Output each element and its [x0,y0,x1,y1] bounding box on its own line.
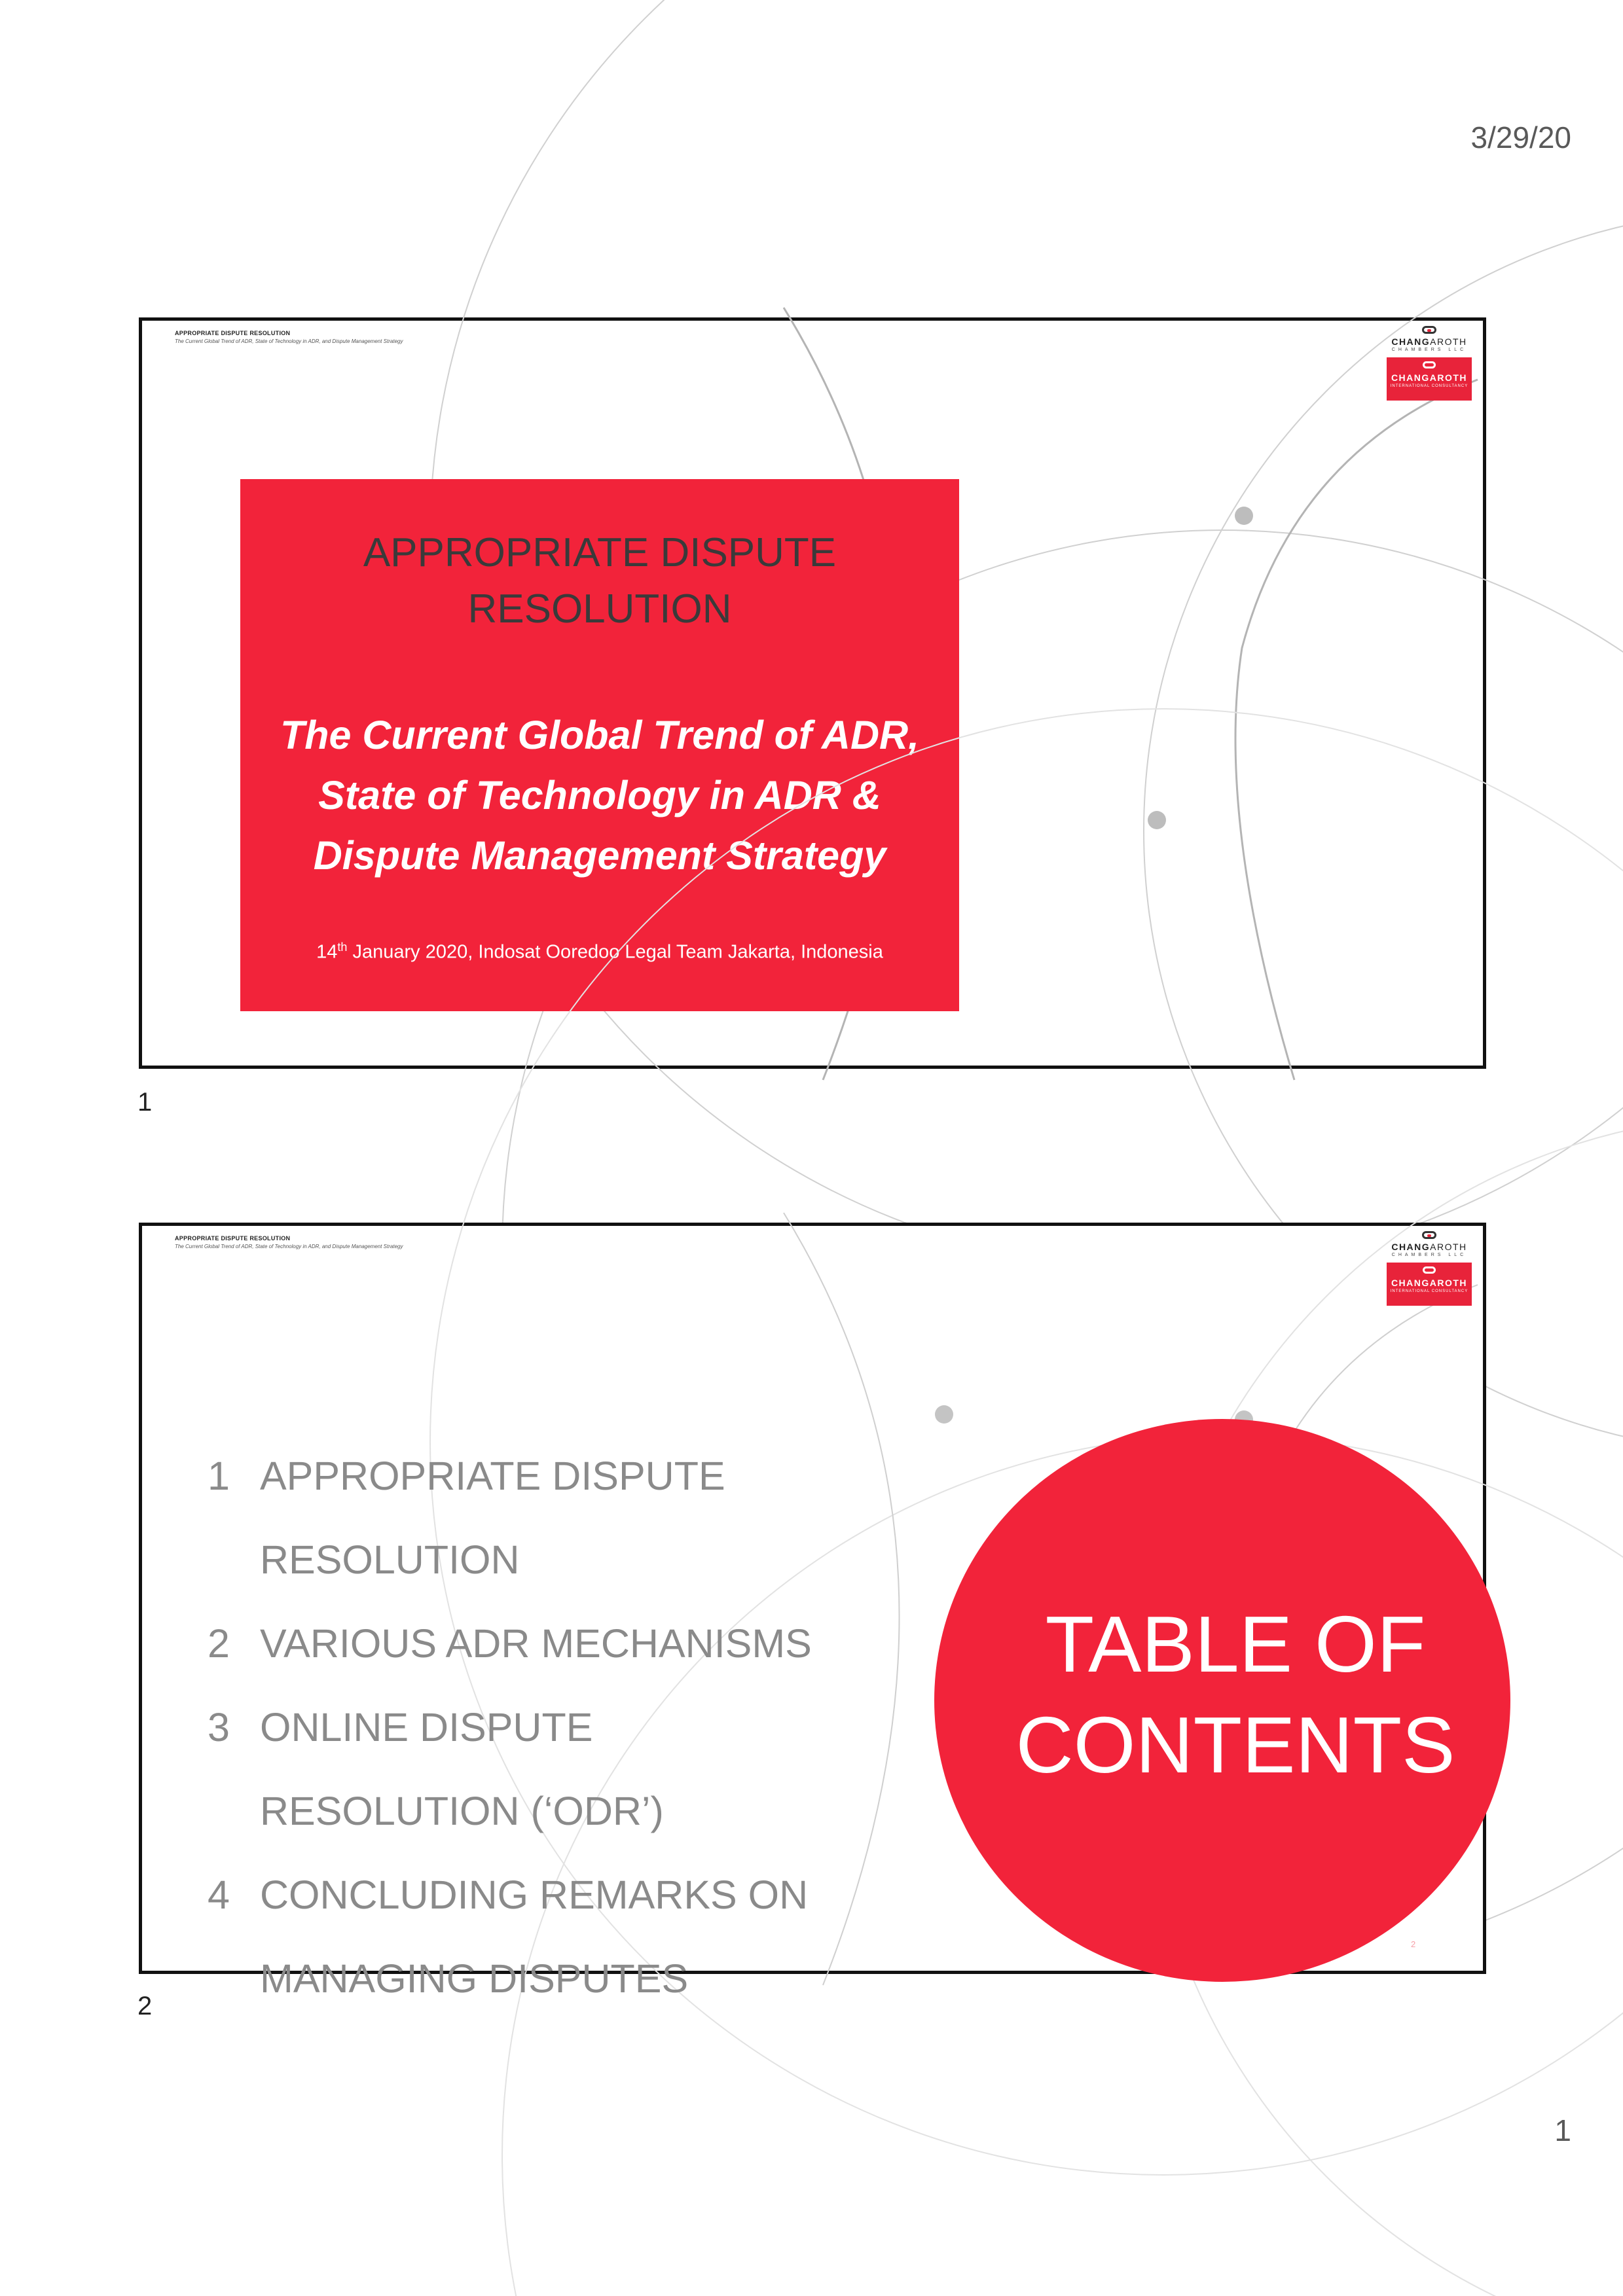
event-day: 14 [316,941,338,963]
toc-item-label: ONLINE DISPUTE RESOLUTION (‘ODR’) [260,1705,664,1833]
logo-mark-icon [1422,326,1436,334]
logo-name-bold: CHANG [1391,1242,1431,1252]
decor-dot [1235,507,1253,525]
toc-item-label: CONCLUDING REMARKS ON MANAGING DISPUTES [260,1873,809,2001]
logo-box-name: CHANGAROTH [1391,1278,1468,1288]
toc-item-number: 2 [208,1621,230,1666]
logo-mark-icon [1423,1266,1436,1274]
title-box [240,479,959,1011]
slide-header [175,330,403,344]
logo-box-tagline: INTERNATIONAL CONSULTANCY [1390,1289,1468,1293]
page-date: 3/29/20 [1470,120,1571,154]
logo-box-name: CHANGAROTH [1391,372,1468,383]
slide-2 [139,1223,1486,2001]
toc-item-label: APPROPRIATE DISPUTE RESOLUTION [260,1454,725,1582]
changaroth-logo [1385,1231,1474,1306]
slide-subtitle: The Current Global Trend of ADR, State of Technology in ADR & Dispute Management Strategy [280,713,920,878]
toc-item [208,1434,980,1602]
logo-box [1387,357,1472,401]
logo-box-tagline: INTERNATIONAL CONSULTANCY [1390,384,1468,388]
toc-item [208,1602,980,1685]
toc-item-number: 3 [208,1705,230,1749]
slide-header [175,1235,403,1249]
header-title: APPROPRIATE DISPUTE RESOLUTION [175,330,291,336]
header-subtitle: The Current Global Trend of ADR, State of Technology in ADR, and Dispute Management Strategy [175,338,403,344]
toc-item [208,1853,980,2020]
decor-dot [935,1405,953,1424]
event-info [240,941,959,963]
toc-item-number: 1 [208,1454,230,1498]
toc-item [208,1685,980,1853]
logo-tagline: CHAMBERS LLC [1391,348,1467,352]
decor-dot [1148,811,1166,829]
toc-heading: TABLE OF CONTENTS [1015,1600,1455,1789]
slide-corner-number: 2 [1411,1939,1416,1949]
slide-1 [139,317,1486,1069]
logo-tagline: CHAMBERS LLC [1391,1253,1467,1257]
logo-box [1387,1263,1472,1306]
logo-name-light: AROTH [1430,336,1467,347]
toc-item-label: VARIOUS ADR MECHANISMS [260,1621,812,1666]
table-of-contents [208,1434,980,2020]
page-number: 1 [1554,2113,1571,2147]
logo-name-light: AROTH [1430,1242,1467,1252]
changaroth-logo [1385,326,1474,401]
header-title: APPROPRIATE DISPUTE RESOLUTION [175,1235,291,1242]
logo-name-bold: CHANG [1391,336,1431,347]
logo-mark-icon [1422,1231,1436,1239]
slide-title: APPROPRIATE DISPUTE RESOLUTION [363,530,837,632]
slide-number: 1 [137,1088,153,1117]
header-subtitle: The Current Global Trend of ADR, State of Technology in ADR, and Dispute Management Strategy [175,1244,403,1249]
logo-mark-icon [1423,361,1436,368]
slide-number: 2 [137,1992,153,2020]
event-ordinal: th [337,941,348,954]
toc-item-number: 4 [208,1873,230,1917]
event-details: January 2020, Indosat Ooredoo Legal Team Jakarta, Indonesia [347,941,883,963]
